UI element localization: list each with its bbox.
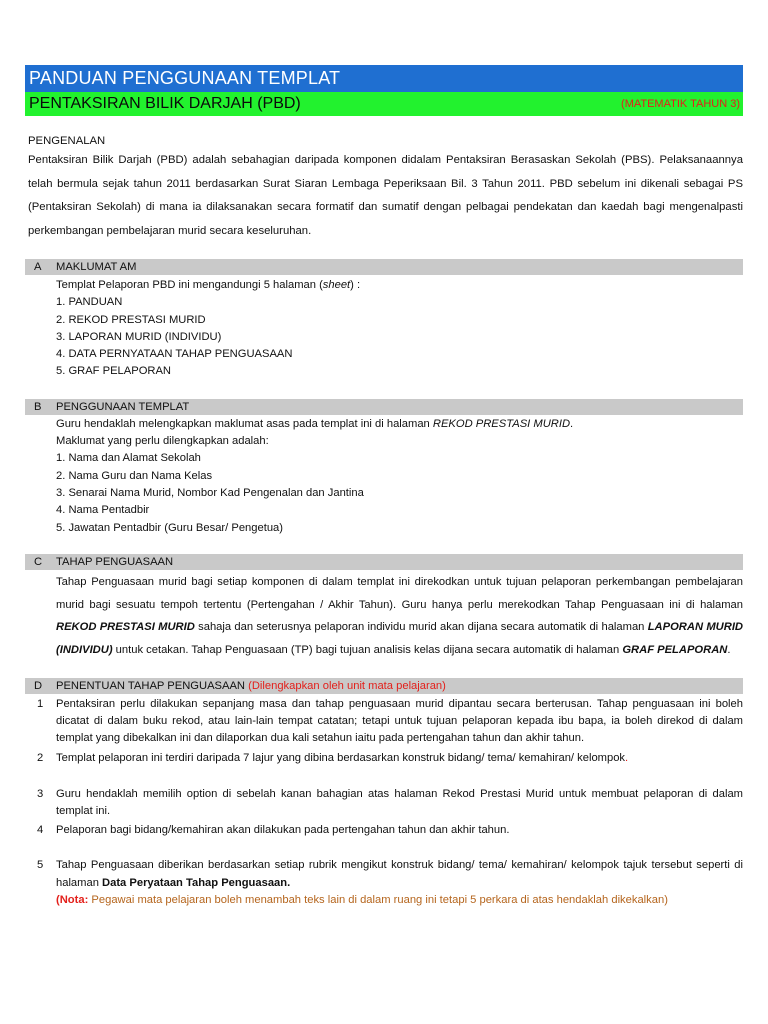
section-b-body (25, 416, 743, 537)
section-a-item: 4. DATA PERNYATAAN TAHAP PENGUASAAN (56, 348, 293, 361)
section-c-emphasis-3: GRAF PELAPORAN (622, 644, 728, 657)
section-c-emphasis-1: REKOD PRESTASI MURID (56, 621, 195, 634)
section-b-lead-text: Guru hendaklah melengkapkan maklumat asas pada templat ini di halaman (56, 417, 433, 430)
subject-tag: (MATEMATIK TAHUN 3) (621, 98, 740, 110)
item-text: Pelaporan bagi bidang/kemahiran akan dilakukan pada pertengahan tahun dan akhir tahun. (56, 824, 510, 837)
section-a-lead-end: ) : (350, 279, 361, 291)
section-b-item: 2. Nama Guru dan Nama Kelas (56, 469, 213, 482)
item-number: 4 (37, 824, 44, 837)
section-a-lead-italic: sheet (322, 279, 351, 291)
document-title-bar (25, 65, 743, 92)
section-d-header (25, 678, 743, 694)
section-c-text-4: . (727, 644, 731, 657)
section-d-item (25, 750, 743, 767)
section-b-letter: B (34, 400, 42, 413)
section-a-lead (56, 277, 743, 294)
section-c-title: TAHAP PENGUASAAN (56, 555, 174, 568)
section-a-title: MAKLUMAT AM (56, 261, 137, 273)
section-b-item: 3. Senarai Nama Murid, Nombor Kad Pengenalan dan Jantina (56, 486, 364, 499)
section-a-body (25, 277, 743, 381)
section-c-text-1: Tahap Penguasaan murid bagi setiap komponen di dalam templat ini direkodkan untuk tujuan pelaporan perkembangan pembelajaran murid bagi sesuatu tempoh tertentu (Pertengahan / Akhir Tahun). Guru hanya perlu merekodkan Tahap Penguasaan ini di halaman (56, 575, 743, 611)
document-title: PANDUAN PENGGUNAAN TEMPLAT (29, 68, 341, 88)
document-subtitle: PENTAKSIRAN BILIK DARJAH (PBD) (29, 95, 301, 112)
section-b-lead2: Maklumat yang perlu dilengkapkan adalah: (56, 435, 269, 448)
item-number: 5 (37, 859, 44, 872)
section-c-text-3: untuk cetakan. Tahap Penguasaan (TP) bagi tujuan analisis kelas dijana secara automatik di halaman (112, 644, 623, 657)
intro-section (25, 133, 743, 243)
section-a-letter: A (34, 261, 42, 273)
section-b-lead-end: . (570, 417, 574, 430)
section-b-lead (56, 416, 743, 433)
section-a-item: 5. GRAF PELAPORAN (56, 365, 172, 378)
section-b-lead-italic: REKOD PRESTASI MURID (432, 417, 571, 430)
section-c-header (25, 554, 743, 570)
section-b-header (25, 399, 743, 415)
item-text-tail: . (625, 751, 629, 764)
item-text-bold: Data Peryataan Tahap Penguasaan. (102, 876, 291, 889)
document-page (25, 65, 743, 909)
section-a-item: 3. LAPORAN MURID (INDIVIDU) (56, 330, 222, 343)
item-text: Pentaksiran perlu dilakukan sepanjang masa dan tahap penguasaan murid dipantau secara berterusan. Tahap penguasaan ini boleh dicatat di dalam buku rekod, atau lain-lain tempat catatan; tetapi untuk tujuan pelaporan kepada ibu bapa, ia boleh direkod di dalam templat yang dibekalkan ini dan dilaporkan dua kali setahun iaitu pada pertengahan tahun dan akhir tahun. (56, 698, 743, 745)
section-a-item: 2. REKOD PRESTASI MURID (56, 313, 206, 326)
section-c-emphasis-2: LAPORAN MURID (INDIVIDU) (56, 621, 744, 657)
section-d-item (25, 786, 743, 820)
section-b-item: 1. Nama dan Alamat Sekolah (56, 452, 201, 465)
note-text: Pegawai mata pelajaran boleh menambah teks lain di dalam ruang ini tetapi 5 perkara di atas hendaklah dikekalkan) (88, 893, 668, 906)
section-d-item (25, 696, 743, 748)
item-number: 3 (37, 787, 44, 800)
section-d-letter: D (34, 680, 43, 693)
section-c-letter: C (34, 555, 43, 568)
section-b-item: 4. Nama Pentadbir (56, 504, 150, 517)
item-number: 1 (37, 698, 44, 711)
section-b-title: PENGGUNAAN TEMPLAT (56, 400, 190, 413)
intro-heading: PENGENALAN (28, 135, 106, 147)
section-b-item: 5. Jawatan Pentadbir (Guru Besar/ Pengetua) (56, 521, 283, 534)
section-d-item (25, 822, 743, 839)
intro-paragraph: Pentaksiran Bilik Darjah (PBD) adalah sebahagian daripada komponen didalam Pentaksiran Berasaskan Sekolah (PBS). Pelaksanaannya telah bermula sejak tahun 2011 berdasarkan Surat Siaran Lembaga Peperiksaan Bil. 3 Tahun 2011. PBD sebelum ini dikenali sebagai PS (Pentaksiran Sekolah) di mana ia dilaksanakan secara formatif dan sumatif dengan pelbagai pendekatan dan kaedah bagi mengenalpasti perkembangan pembelajaran murid secara keseluruhan. (28, 154, 743, 237)
section-c-paragraph (25, 571, 743, 662)
section-d-title (56, 678, 446, 694)
section-d-item (25, 857, 743, 891)
item-text: Guru hendaklah memilih option di sebelah kanan bahagian atas halaman Rekod Prestasi Murid untuk membuat pelaporan di dalam templat ini. (56, 787, 743, 818)
section-d-title-text: PENENTUAN TAHAP PENGUASAAN (56, 680, 245, 693)
item-text: Templat pelaporan ini terdiri daripada 7 lajur yang dibina berdasarkan konstruk bidang/ tema/ kemahiran/ kelompok (56, 751, 626, 764)
item-number: 2 (37, 751, 44, 764)
section-a-item: 1. PANDUAN (56, 296, 123, 309)
document-subtitle-bar (25, 92, 743, 116)
section-d-note (25, 892, 743, 909)
section-c-text-2: sahaja dan seterusnya pelaporan individu murid akan dijana secara automatik di halaman (194, 621, 648, 634)
item-text: Tahap Penguasaan diberikan berdasarkan setiap rubrik mengikut konstruk bidang/ tema/ kemahiran/ kelompok tajuk tersebut seperti di halaman (56, 859, 743, 889)
section-d-title-note: (Dilengkapkan oleh unit mata pelajaran) (248, 680, 446, 693)
section-a-lead-text: Templat Pelaporan PBD ini mengandungi 5 halaman ( (56, 279, 323, 291)
section-a-header (25, 259, 743, 275)
note-label: (Nota: (56, 893, 89, 906)
